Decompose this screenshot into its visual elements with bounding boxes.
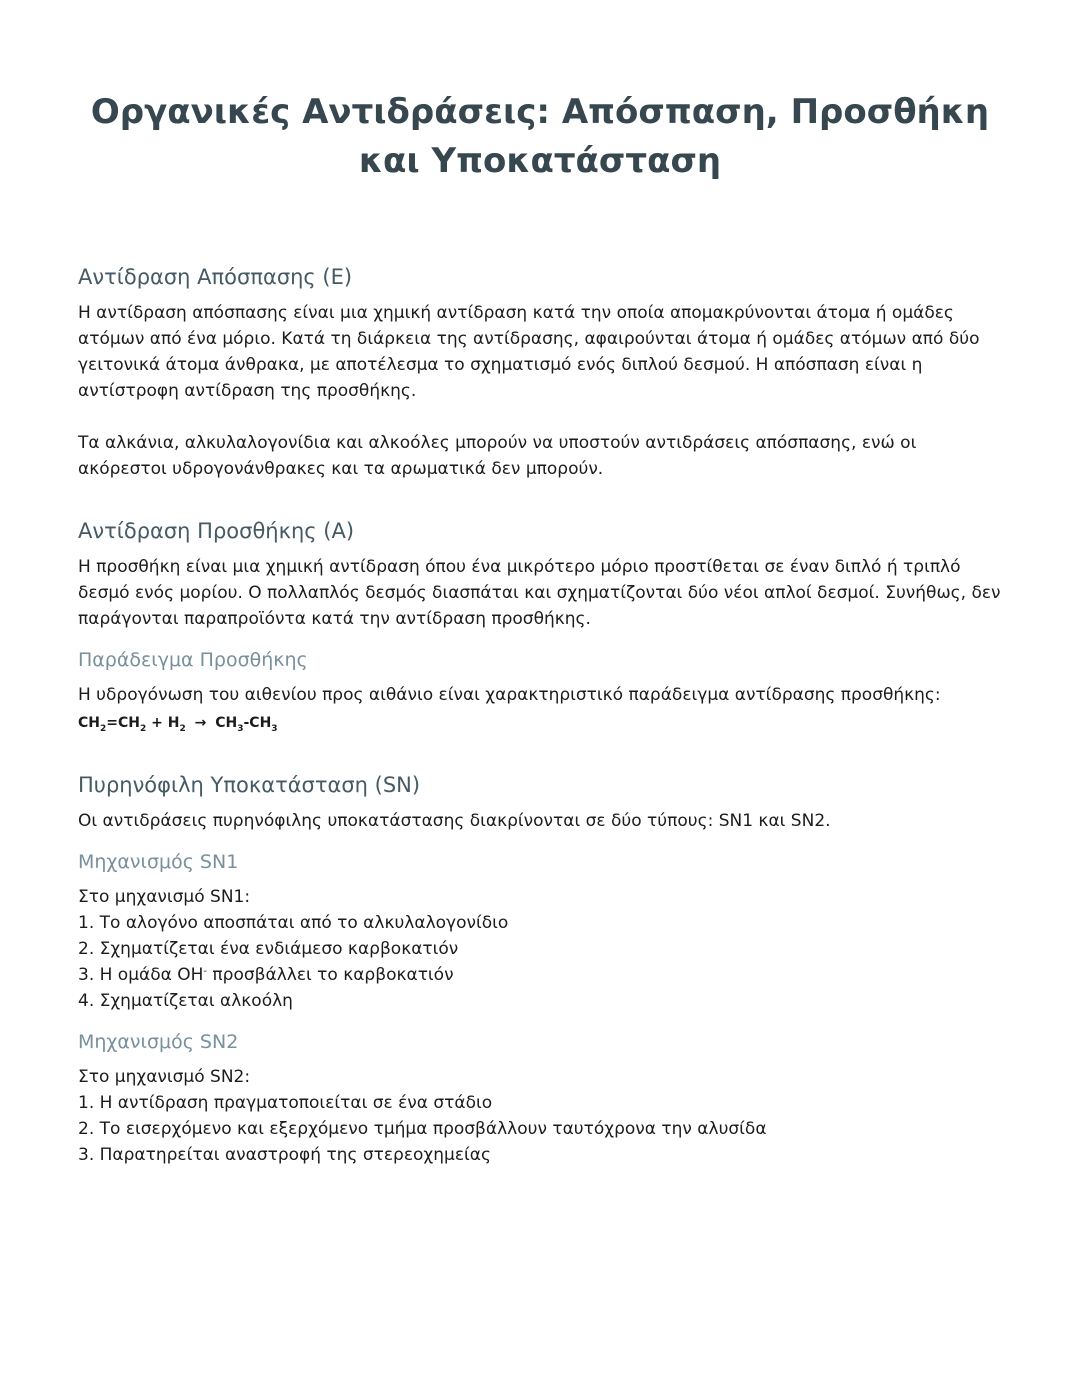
addition-example-text: Η υδρογόνωση του αιθενίου προς αιθάνιο είναι χαρακτηριστικό παράδειγμα αντίδρασης προσθήκης:	[78, 685, 941, 705]
addition-section	[78, 516, 1008, 736]
sn2-lead: Στο μηχανισμό SN2:	[78, 1067, 251, 1087]
sn2-step-1: 1. Η αντίδραση πραγματοποιείται σε ένα στάδιο	[78, 1093, 493, 1113]
hydrogenation-formula: $CH_2=CH_2 + H_2 \to CH_3-CH_3$	[78, 715, 278, 734]
sn1-step-4: 4. Σχηματίζεται αλκοόλη	[78, 991, 293, 1011]
addition-heading: Αντίδραση Προσθήκης (A)	[78, 519, 355, 543]
sn1-steps	[78, 884, 1008, 1014]
reaction-arrow: →	[194, 715, 207, 731]
sn1-step-2: 2. Σχηματίζεται ένα ενδιάμεσο καρβοκατιόν	[78, 939, 459, 959]
sn1-lead: Στο μηχανισμό SN1:	[78, 887, 251, 907]
elimination-section	[78, 262, 1008, 482]
sn2-steps	[78, 1064, 1008, 1168]
document-body	[78, 262, 1008, 1168]
sn1-heading: Μηχανισμός SN1	[78, 851, 239, 873]
sn2-step-2: 2. Το εισερχόμενο και εξερχόμενο τμήμα προσβάλλουν ταυτόχρονα την αλυσίδα	[78, 1119, 767, 1139]
sn1-step-3: 3. Η ομάδα OH- προσβάλλει το καρβοκατιόν	[78, 965, 454, 985]
substitution-section	[78, 770, 1008, 1168]
substitution-heading: Πυρηνόφιλη Υποκατάσταση (SN)	[78, 773, 421, 797]
elimination-heading: Αντίδραση Απόσπασης (E)	[78, 265, 353, 289]
sn1-step-1: 1. Το αλογόνο αποσπάται από το αλκυλαλογονίδιο	[78, 913, 509, 933]
substitution-intro: Οι αντιδράσεις πυρηνόφιλης υποκατάστασης διακρίνονται σε δύο τύπους: SN1 και SN2.	[78, 811, 831, 831]
page-title: Οργανικές Αντιδράσεις: Απόσπαση, Προσθήκη και Υποκατάσταση	[90, 92, 990, 181]
sn2-step-3: 3. Παρατηρείται αναστροφή της στερεοχημείας	[78, 1145, 491, 1165]
addition-example-heading: Παράδειγμα Προσθήκης	[78, 649, 308, 671]
elimination-paragraph-1: Η αντίδραση απόσπασης είναι μια χημική αντίδραση κατά την οποία απομακρύνονται άτομα ή ομάδες ατόμων από ένα μόριο. Κατά τη διάρκεια της αντίδρασης, αφαιρούνται άτομα ή ομάδες ατόμων από δύο γειτονικά άτομα άνθρακα, με αποτέλεσμα το σχηματισμό ενός διπλού δεσμού. Η απόσπαση είναι η αντίστροφη αντίδραση της προσθήκης.	[78, 303, 980, 401]
elimination-paragraph-2: Τα αλκάνια, αλκυλαλογονίδια και αλκοόλες μπορούν να υποστούν αντιδράσεις απόσπασης, ενώ οι ακόρεστοι υδρογονάνθρακες και τα αρωματικά δεν μπορούν.	[78, 433, 917, 479]
sn2-heading: Μηχανισμός SN2	[78, 1031, 239, 1053]
addition-paragraph: Η προσθήκη είναι μια χημική αντίδραση όπου ένα μικρότερο μόριο προστίθεται σε έναν διπλό ή τριπλό δεσμό ενός μορίου. Ο πολλαπλός δεσμός διασπάται και σχηματίζονται δύο νέοι απλοί δεσμοί. Συνήθως, δεν παράγονται παραπροϊόντα κατά την αντίδραση προσθήκης.	[78, 557, 1001, 629]
